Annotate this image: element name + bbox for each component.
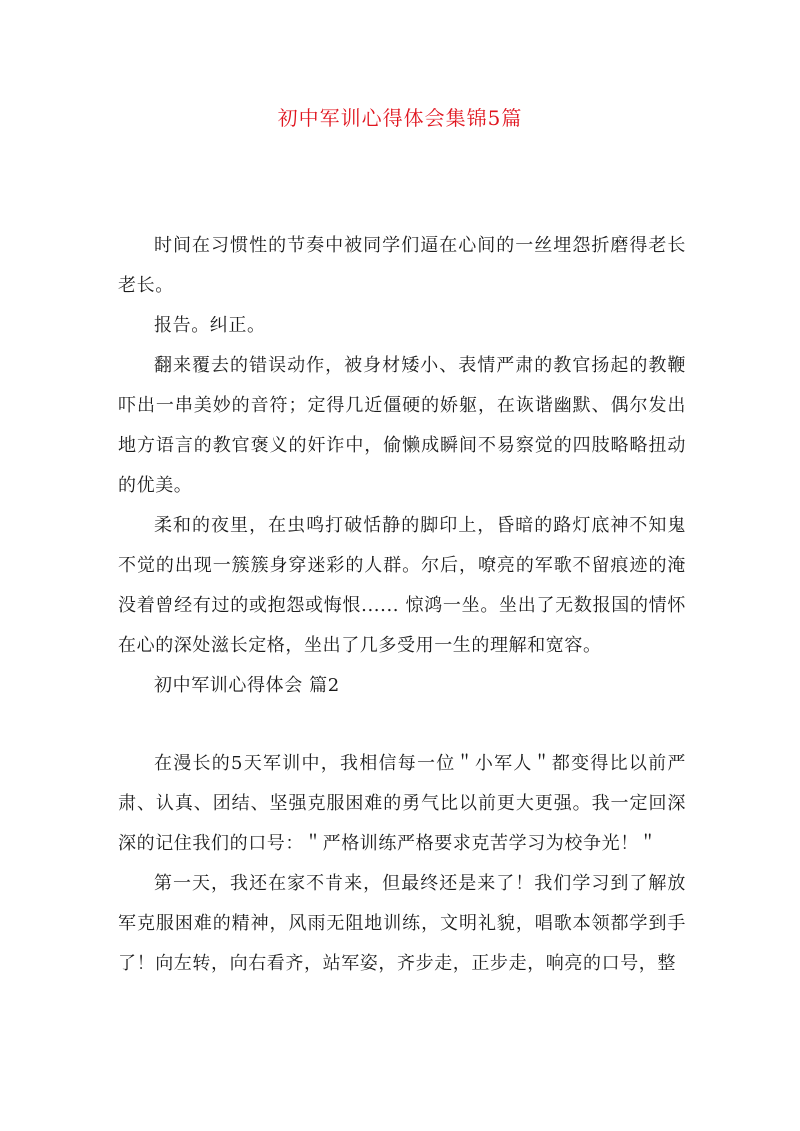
paragraph: 翻来覆去的错误动作，被身材矮小、表情严肃的教官扬起的教鞭吓出一串美妙的音符；定得几近僵硬的娇躯，在诙谐幽默、偶尔发出地方语言的教官褒义的奸诈中，偷懒成瞬间不易察觉的四肢略略扭动的优美。: [118, 355, 686, 496]
paragraph: 时间在习惯性的节奏中被同学们逼在心间的一丝埋怨折磨得老长老长。: [118, 235, 686, 296]
paragraph: 报告。纠正。: [154, 315, 266, 336]
paragraph: 柔和的夜里，在虫鸣打破恬静的脚印上，昏暗的路灯底神不知鬼不觉的出现一簇簇身穿迷彩的人群。尔后，嘹亮的军歌不留痕迹的淹没着曾经有过的或抱怨或悔恨...... 惊鸿一坐。坐出了无数报国的情怀在心的深处滋长定格，坐出了几多受用一生的理解和宽容。: [118, 515, 686, 656]
document-title: 初中军训心得体会集锦5篇: [277, 106, 523, 130]
section-heading: 初中军训心得体会 篇2: [154, 675, 340, 696]
section-spacer: [118, 706, 686, 744]
document-body: [118, 226, 686, 984]
paragraph: 在漫长的5天军训中，我相信每一位＂小军人＂都变得比以前严肃、认真、团结、坚强克服困难的勇气比以前更大更强。我一定回深深的记住我们的口号：＂严格训练严格要求克苦学习为校争光！＂: [118, 753, 686, 854]
paragraph: 第一天，我还在家不肯来，但最终还是来了！我们学习到了解放军克服困难的精神，风雨无阻地训练，文明礼貌，唱歌本领都学到手了！向左转，向右看齐，站军姿，齐步走，正步走，响亮的口号，整: [118, 873, 686, 974]
